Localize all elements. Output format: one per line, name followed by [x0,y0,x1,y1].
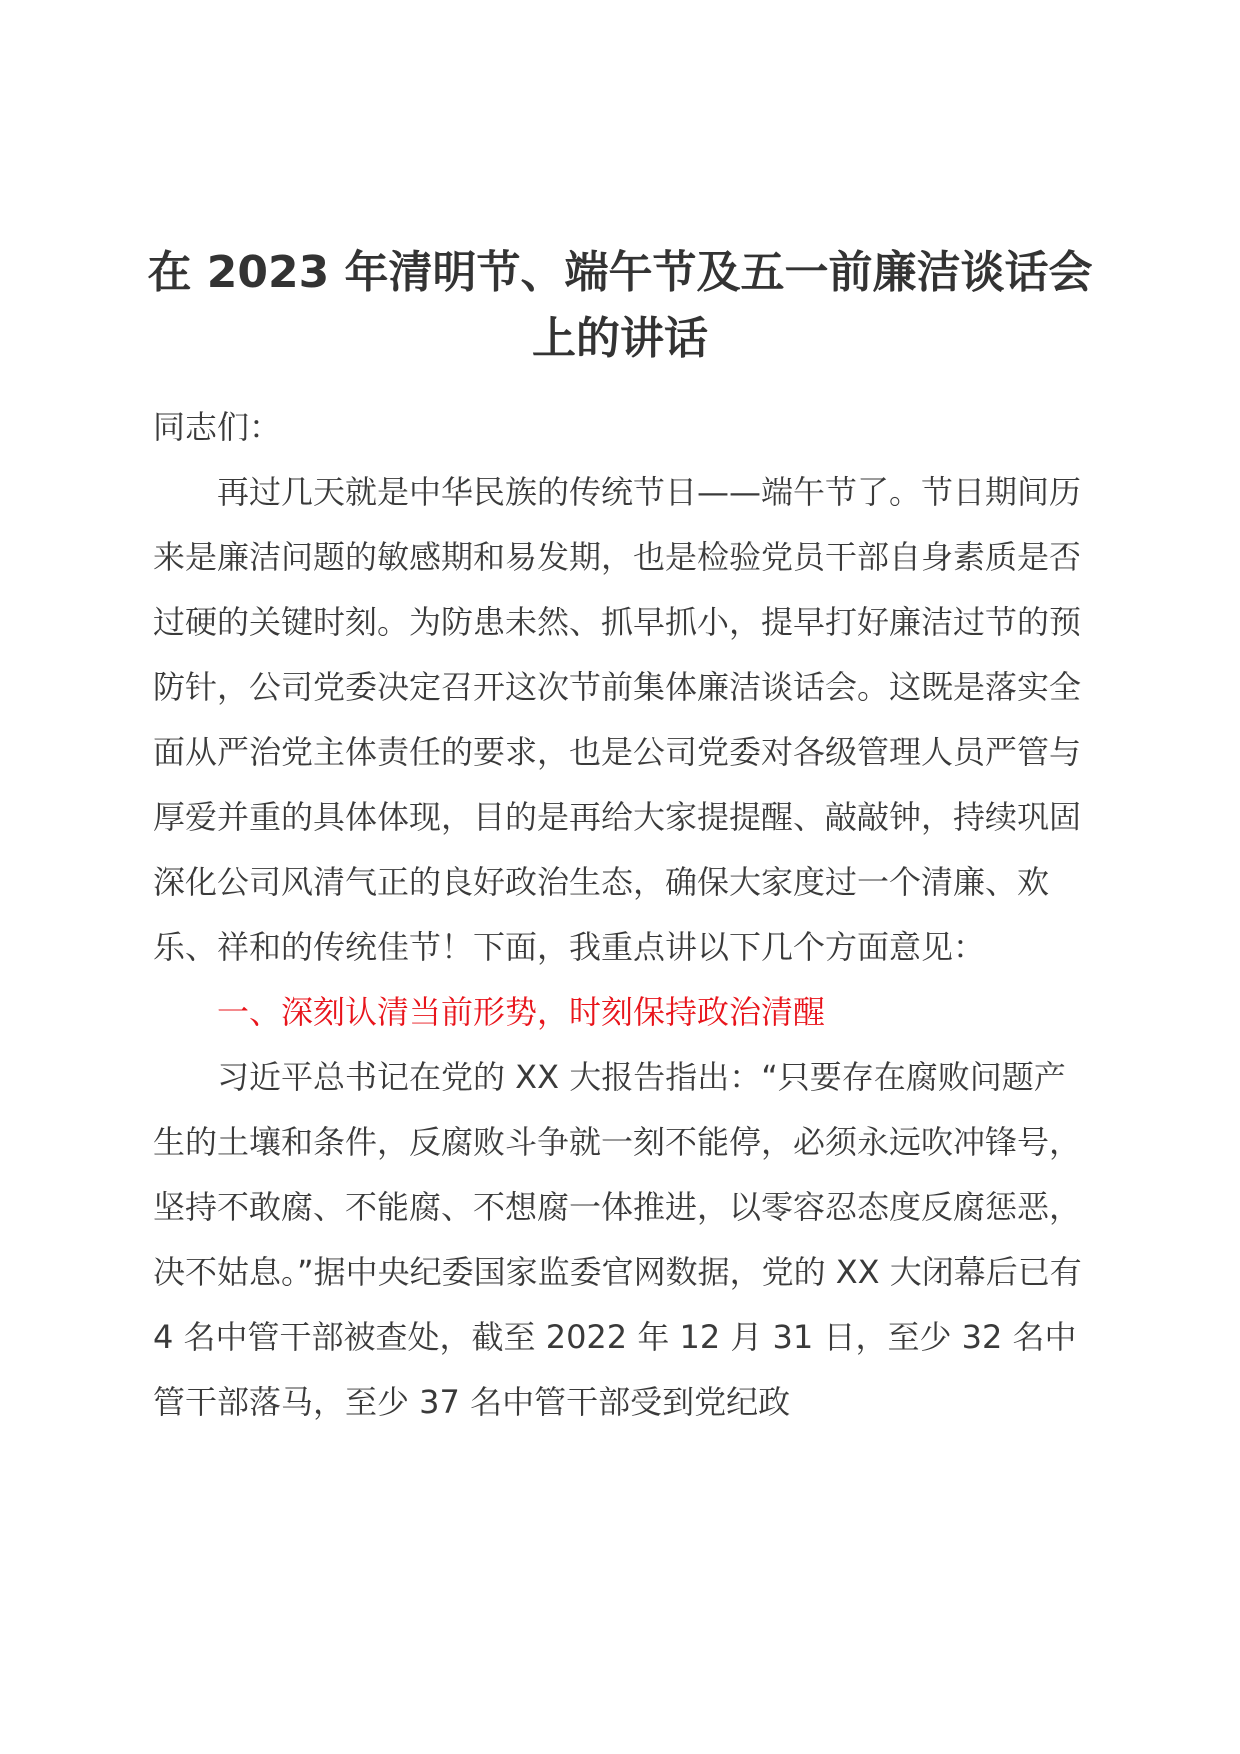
paragraph-section-1: 习近平总书记在党的 XX 大报告指出：“只要存在腐败问题产生的土壤和条件，反腐败斗争就一刻不能停，必须永远吹冲锋号，坚持不敢腐、不能腐、不想腐一体推进，以零容忍态度反腐惩恶，决不姑息。”据中央纪委国家监委官网数据，党的 XX 大闭幕后已有 4 名中管干部被查处，截至 2022 年 12 月 31 日，至少 32 名中管干部落马，至少 37 名中管干部受到党纪政 [153,1058,1082,1421]
salutation: 同志们： [153,408,282,446]
document-title: 在 2023 年清明节、端午节及五一前廉洁谈话会上的讲话 [147,247,1093,364]
section-heading: 一、深刻认清当前形势，时刻保持政治清醒 [217,993,826,1031]
paragraph-intro: 再过几天就是中华民族的传统节日——端午节了。节日期间历来是廉洁问题的敏感期和易发期，也是检验党员干部自身素质是否过硬的关键时刻。为防患未然、抓早抓小，提早打好廉洁过节的预防针，公司党委决定召开这次节前集体廉洁谈话会。这既是落实全面从严治党主体责任的要求，也是公司党委对各级管理人员严管与厚爱并重的具体体现，目的是再给大家提提醒、敲敲钟，持续巩固深化公司风清气正的良好政治生态，确保大家度过一个清廉、欢乐、祥和的传统佳节！下面，我重点讲以下几个方面意见： [153,473,1082,966]
document-body [153,395,1093,1435]
